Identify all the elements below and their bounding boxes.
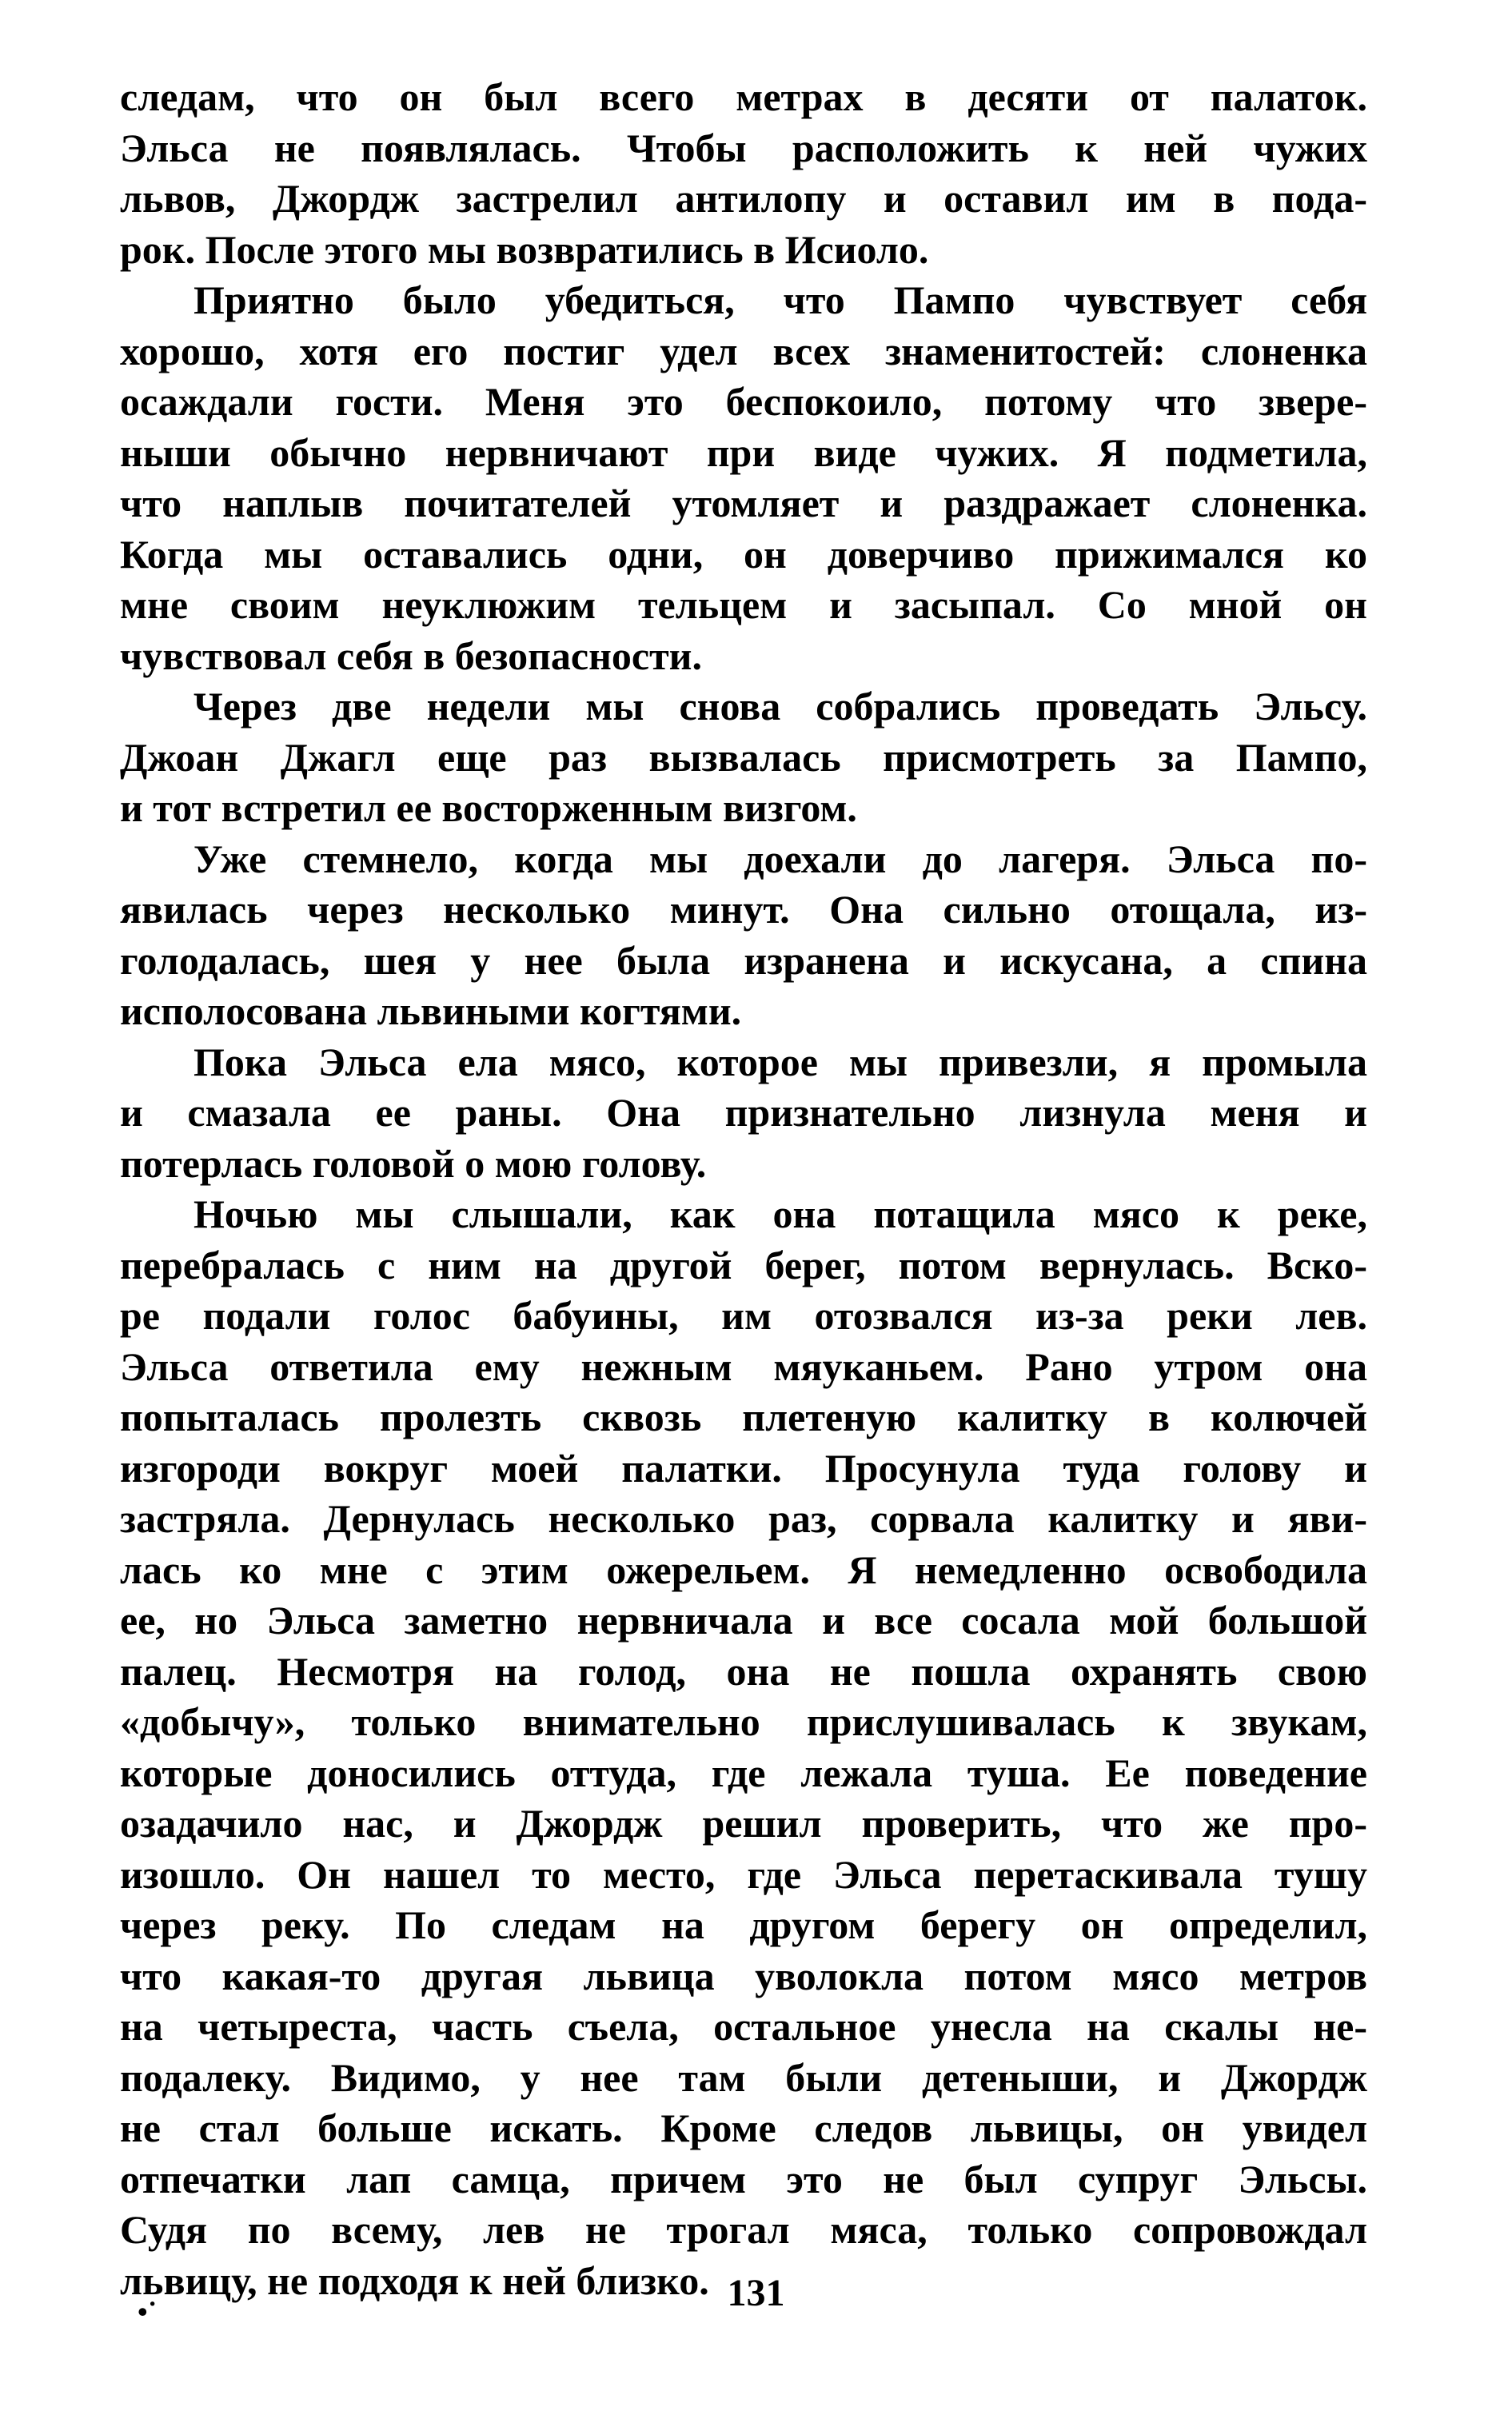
- text-line: через реку. По следам на другом берегу он определил,: [120, 1902, 1367, 1947]
- text-line: чувствовал себя в безопасности.: [120, 633, 702, 678]
- text-line: подалеку. Видимо, у нее там были детеныши, и Джордж: [120, 2054, 1367, 2100]
- text-line: Уже стемнело, когда мы доехали до лагеря. Эльса по-: [193, 836, 1367, 881]
- text-line: которые доносились оттуда, где лежала туша. Ее поведение: [120, 1750, 1367, 1795]
- text-line: львицу, не подходя к ней близко.: [120, 2257, 709, 2303]
- text-line: застряла. Дернулась несколько раз, сорвала калитку и яви-: [120, 1496, 1367, 1541]
- text-line: ре подали голос бабуины, им отозвался из-за реки лев.: [120, 1293, 1367, 1338]
- text-line: явилась через несколько минут. Она сильно отощала, из-: [120, 887, 1367, 932]
- text-line: на четыреста, часть съела, остальное унесла на скалы не-: [120, 2004, 1367, 2049]
- text-line: Через две недели мы снова собрались проведать Эльсу.: [193, 684, 1367, 728]
- text-line: не стал больше искать. Кроме следов львицы, он увидел: [120, 2106, 1367, 2150]
- text-line: осаждали гости. Меня это беспокоило, потому что звере-: [120, 379, 1367, 424]
- page-number: 131: [727, 2272, 785, 2314]
- text-line: изгороди вокруг моей палатки. Просунула туда голову и: [120, 1445, 1367, 1491]
- text-line: Когда мы оставались одни, он доверчиво прижимался ко: [120, 531, 1367, 577]
- text-line: «добычу», только внимательно прислушивалась к звукам,: [120, 1699, 1367, 1744]
- text-line: львов, Джордж застрелил антилопу и оставил им в пода-: [120, 176, 1367, 221]
- text-line: и тот встретил ее восторженным визгом.: [120, 785, 857, 830]
- text-line: Ночью мы слышали, как она потащила мясо к реке,: [193, 1192, 1367, 1236]
- scan-speck: •˙: [138, 2296, 158, 2328]
- text-line: перебралась с ним на другой берег, потом вернулась. Вско-: [120, 1242, 1367, 1287]
- text-line: попыталась пролезть сквозь плетеную калитку в колючей: [120, 1395, 1367, 1439]
- text-line: ныши обычно нервничают при виде чужих. Я подметила,: [120, 429, 1367, 475]
- text-line: палец. Несмотря на голод, она не пошла охранять свою: [120, 1648, 1367, 1694]
- text-line: лась ко мне с этим ожерельем. Я немедленно освободила: [120, 1547, 1367, 1592]
- text-line: Эльса не появлялась. Чтобы расположить к ней чужих: [120, 125, 1367, 170]
- text-line: мне своим неуклюжим тельцем и засыпал. Со мной он: [120, 582, 1367, 627]
- text-line: следам, что он был всего метрах в десяти от палаток.: [120, 74, 1367, 119]
- text-line: озадачило нас, и Джордж решил проверить, что же про-: [120, 1801, 1367, 1846]
- text-line: отпечатки лап самца, причем это не был супруг Эльсы.: [120, 2156, 1367, 2201]
- book-page-text: [120, 72, 1367, 2306]
- text-line: что наплыв почитателей утомляет и раздражает слоненка.: [120, 481, 1367, 525]
- text-line: хорошо, хотя его постиг удел всех знаменитостей: слоненка: [120, 328, 1367, 373]
- text-line: ее, но Эльса заметно нервничала и все сосала мой большой: [120, 1598, 1367, 1643]
- text-line: потерлась головой о мою голову.: [120, 1140, 707, 1186]
- text-line: рок. После этого мы возвратились в Исиоло.: [120, 226, 929, 272]
- text-line: Приятно было убедиться, что Пампо чувствует себя: [193, 277, 1367, 322]
- text-line: что какая-то другая львица уволокла потом мясо метров: [120, 1953, 1367, 1998]
- text-line: Судя по всему, лев не трогал мяса, только сопровождал: [120, 2207, 1367, 2252]
- text-line: Пока Эльса ела мясо, которое мы привезли, я промыла: [193, 1039, 1367, 1084]
- text-line: исполосована львиными когтями.: [120, 988, 742, 1033]
- text-line: голодалась, шея у нее была изранена и искусана, а спина: [120, 937, 1367, 983]
- text-line: и смазала ее раны. Она признательно лизнула меня и: [120, 1090, 1367, 1135]
- text-line: Джоан Джагл еще раз вызвалась присмотреть за Пампо,: [120, 734, 1367, 780]
- text-line: Эльса ответила ему нежным мяуканьем. Рано утром она: [120, 1343, 1367, 1389]
- text-line: изошло. Он нашел то место, где Эльса перетаскивала тушу: [120, 1851, 1367, 1897]
